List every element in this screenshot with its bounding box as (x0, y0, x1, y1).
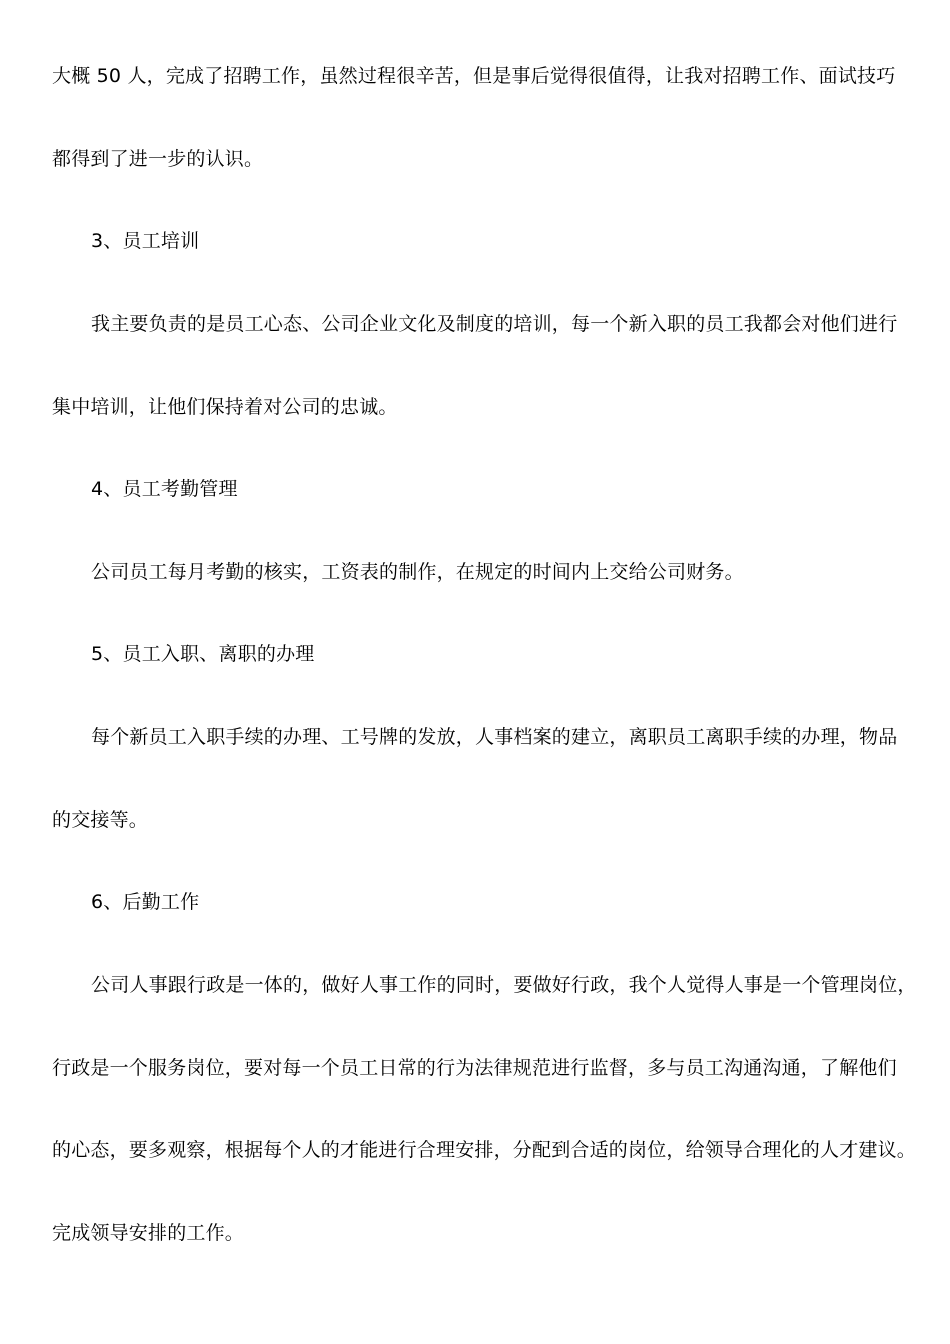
section-heading: 6、后勤工作 (91, 891, 200, 913)
paragraph-line: 集中培训，让他们保持着对公司的忠诚。 (52, 396, 398, 418)
paragraph-line: 每个新员工入职手续的办理、工号牌的发放，人事档案的建立，离职员工离职手续的办理，物品 (91, 726, 898, 748)
paragraph-line: 我主要负责的是员工心态、公司企业文化及制度的培训，每一个新入职的员工我都会对他们进行 (91, 313, 898, 335)
section-heading: 5、员工入职、离职的办理 (91, 643, 315, 665)
section-heading: 3、员工培训 (91, 230, 200, 252)
paragraph-line: 的交接等。 (52, 809, 149, 831)
paragraph-line: 大概 50 人，完成了招聘工作，虽然过程很辛苦，但是事后觉得很值得，让我对招聘工作、面试技巧 (52, 65, 896, 87)
paragraph-line: 的心态，要多观察，根据每个人的才能进行合理安排，分配到合适的岗位，给领导合理化的人才建议。 (52, 1139, 917, 1161)
paragraph-line: 完成领导安排的工作。 (52, 1222, 245, 1244)
section-heading: 4、员工考勤管理 (91, 478, 238, 500)
paragraph-line: 公司员工每月考勤的核实，工资表的制作，在规定的时间内上交给公司财务。 (91, 561, 744, 583)
paragraph-line: 行政是一个服务岗位，要对每一个员工日常的行为法律规范进行监督，多与员工沟通沟通，了解他们 (52, 1057, 897, 1079)
paragraph-line: 都得到了进一步的认识。 (52, 148, 264, 170)
paragraph-line: 公司人事跟行政是一体的，做好人事工作的同时，要做好行政，我个人觉得人事是一个管理岗位， (91, 974, 917, 996)
